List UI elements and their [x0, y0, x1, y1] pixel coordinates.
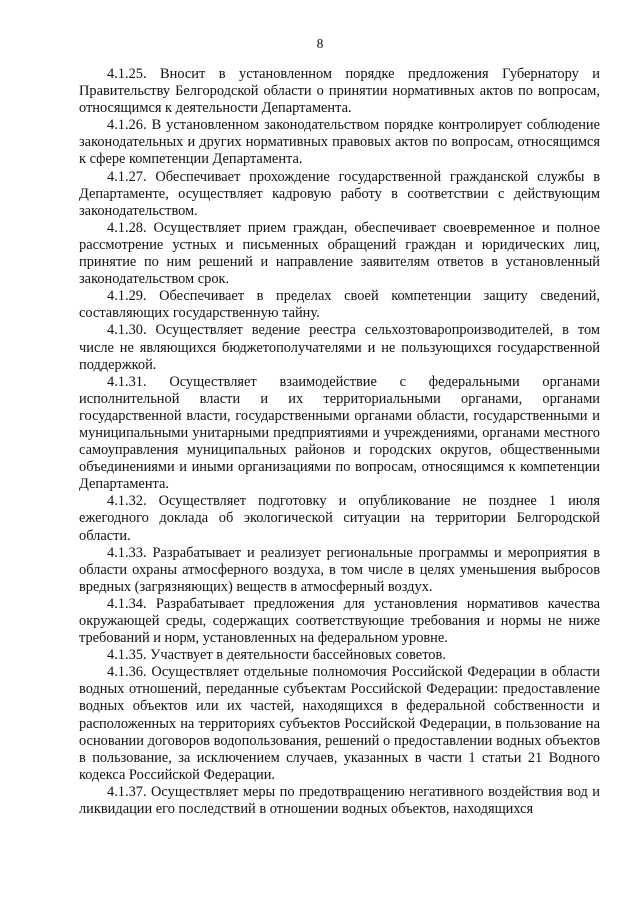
paragraph-4-1-26: 4.1.26. В установленном законодательством порядке контролирует соблюдение законодательных и других нормативных правовых актов по вопросам, относящимся к сфере компетенции Департамента. [79, 117, 600, 168]
paragraph-4-1-29: 4.1.29. Обеспечивает в пределах своей компетенции защиту сведений, составляющих государственную тайну. [79, 288, 600, 322]
paragraph-4-1-33: 4.1.33. Разрабатывает и реализует региональные программы и мероприятия в области охраны атмосферного воздуха, в том числе в целях уменьшения выбросов вредных (загрязняющих) веществ в атмосферный воздух. [79, 544, 600, 595]
paragraph-4-1-25: 4.1.25. Вносит в установленном порядке предложения Губернатору и Правительству Белгородской области о принятии нормативных актов по вопросам, относящимся к деятельности Департамента. [79, 66, 600, 117]
paragraph-4-1-35: 4.1.35. Участвует в деятельности бассейновых советов. [107, 647, 446, 664]
paragraph-4-1-28: 4.1.28. Осуществляет прием граждан, обеспечивает своевременное и полное рассмотрение устных и письменных обращений граждан и юридических лиц, принятие по ним решений и направление заявителям ответов в установленный законодательством срок. [79, 219, 600, 288]
page-number: 8 [316, 36, 324, 51]
paragraph-4-1-36: 4.1.36. Осуществляет отдельные полномочия Российской Федерации в области водных отношений, переданные субъектам Российской Федерации: предоставление водных объектов или их частей, находящихся в федеральной собственности и расположенных на территориях субъектов Российской Федерации, в пользование на основании договоров водопользования, решений о предоставлении водных объектов в пользование, за исключением случаев, указанных в части 1 статьи 21 Водного кодекса Российской Федерации. [79, 664, 600, 783]
paragraph-4-1-30: 4.1.30. Осуществляет ведение реестра сельхозтоваропроизводителей, в том числе не являющихся бюджетополучателями и не пользующихся государственной поддержкой. [79, 322, 600, 373]
paragraph-4-1-32: 4.1.32. Осуществляет подготовку и опубликование не позднее 1 июля ежегодного доклада об экологической ситуации на территории Белгородской области. [79, 493, 600, 544]
document-body [79, 66, 600, 818]
paragraph-4-1-31: 4.1.31. Осуществляет взаимодействие с федеральными органами исполнительной власти и их территориальными органами, органами государственной власти, государственными органами области, государственными и муниципальными унитарными предприятиями и учреждениями, органами местного самоуправления муниципальных районов и городских округов, общественными объединениями и иными организациями по вопросам, относящимся к компетенции Департамента. [79, 373, 600, 493]
paragraph-4-1-34: 4.1.34. Разрабатывает предложения для установления нормативов качества окружающей среды, содержащих соответствующие требования и нормы не ниже требований и норм, установленных на федеральном уровне. [79, 595, 600, 647]
paragraph-4-1-27: 4.1.27. Обеспечивает прохождение государственной гражданской службы в Департаменте, осуществляет кадровую работу в соответствии с действующим законодательством. [79, 168, 600, 219]
paragraph-4-1-37: 4.1.37. Осуществляет меры по предотвращению негативного воздействия вод и ликвидации его последствий в отношении водных объектов, находящихся [79, 783, 600, 818]
